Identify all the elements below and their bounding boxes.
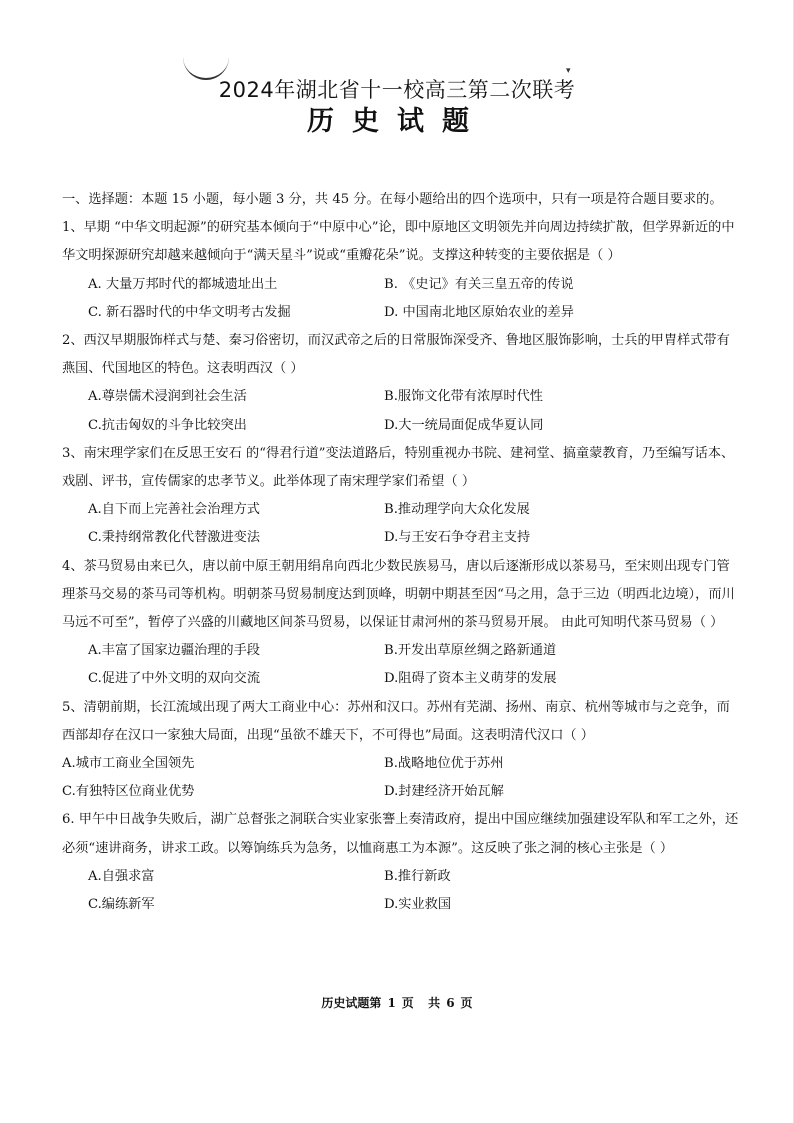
option-a[interactable]: A. 大量万邦时代的都城遗址出土 [88, 276, 278, 292]
question-4 [62, 553, 742, 694]
option-d[interactable]: D. 中国南北地区原始农业的差异 [384, 304, 574, 320]
option-d[interactable]: D.封建经济开始瓦解 [384, 784, 504, 800]
total-unit: 页 [460, 996, 473, 1010]
question-2 [62, 327, 742, 440]
page-footer [0, 994, 794, 1011]
exam-content [62, 186, 742, 919]
option-b[interactable]: B. 《史记》有关三皇五帝的传说 [384, 276, 574, 292]
option-grid [62, 863, 742, 919]
question-stem: 4、茶马贸易由来已久，唐以前中原王朝用绢帛向西北少数民族易马，唐以后逐渐形成以茶易马，至宋则出现专门管理茶马交易的茶马司等机构。明朝茶马贸易制度达到顶峰，明朝中期甚至因“马之用，急于三边（明西北边境），而川马远不可至”，暂停了兴盛的川藏地区间茶马贸易，以保证甘肃河州的茶马贸易开展。 由此可知明代茶马贸易（ ） [62, 558, 735, 631]
question-stem: 5、清朝前期，长江流域出现了两大工商业中心：苏州和汉口。苏州有芜湖、扬州、南京、杭州等城市与之竞争，而西部却存在汉口一家独大局面，出现“虽欲不雄天下，不可得也”局面。这表明清代汉口（ ） [62, 699, 730, 743]
option-d[interactable]: D.实业救国 [384, 897, 452, 913]
question-stem: 3、南宋理学家们在反思王安石 的“得君行道”变法道路后，特别重视办书院、建祠堂、搞童蒙教育，乃至编写话本、戏剧、评书，宣传儒家的忠孝节义。此举体现了南宋理学家们希望（ ） [62, 445, 735, 490]
option-c[interactable]: C.促进了中外文明的双向交流 [88, 671, 261, 687]
option-c[interactable]: C.有独特区位商业优势 [62, 784, 195, 800]
option-b[interactable]: B.服饰文化带有浓厚时代性 [384, 389, 543, 405]
question-3 [62, 440, 742, 553]
total-label: 共 [428, 996, 441, 1010]
page-number: 1 [387, 996, 396, 1010]
option-a[interactable]: A.自强求富 [88, 868, 155, 884]
option-b[interactable]: B.推动理学向大众化发展 [384, 502, 530, 518]
option-a[interactable]: A.尊崇儒术浸润到社会生活 [88, 389, 247, 405]
option-grid [62, 271, 742, 327]
question-stem: 6. 甲午中日战争失败后，湖广总督张之洞联合实业家张謇上奏清政府，提出中国应继续加强建设军队和军工之外，还必须“速讲商务，讲求工政。以筹饷练兵为急务，以恤商惠工为本源”。这反映了张之洞的核心主张是（ ） [62, 812, 739, 856]
scan-mark: ▾ [566, 66, 571, 76]
option-b[interactable]: B.开发出草原丝绸之路新通道 [384, 643, 557, 659]
question-6 [62, 806, 742, 919]
question-1 [62, 214, 742, 327]
option-d[interactable]: D.与王安石争夺君主支持 [384, 530, 531, 546]
question-stem: 1、早期 “中华文明起源”的研究基本倾向于“中原中心”论，即中原地区文明领先并向周边持续扩散，但学界新近的中华文明探源研究却越来越倾向于“满天星斗”说或“重瓣花朵”说。支撑这种转变的主要依据是（ ） [62, 220, 735, 264]
footer-label: 历史试题第 [321, 996, 382, 1010]
page-unit: 页 [401, 996, 414, 1010]
option-c[interactable]: C.抗击匈奴的斗争比较突出 [88, 417, 247, 433]
option-grid [62, 383, 742, 439]
option-d[interactable]: D.大一统局面促成华夏认同 [384, 417, 544, 433]
option-a[interactable]: A.自下而上完善社会治理方式 [88, 502, 260, 518]
option-a[interactable]: A.城市工商业全国领先 [62, 756, 195, 772]
option-grid [62, 496, 742, 552]
exam-title: 2024年湖北省十一校高三第二次联考 [218, 78, 576, 102]
option-c[interactable]: C. 新石器时代的中华文明考古发掘 [88, 304, 291, 320]
question-5 [62, 694, 742, 807]
option-b[interactable]: B.战略地位优于苏州 [384, 756, 504, 772]
question-stem: 2、西汉早期服饰样式与楚、秦习俗密切，而汉武帝之后的日常服饰深受齐、鲁地区服饰影响，士兵的甲胄样式带有燕国、代国地区的特色。这表明西汉（ ） [62, 333, 730, 377]
option-grid [62, 750, 742, 806]
option-grid [62, 637, 742, 693]
option-c[interactable]: C.编练新军 [88, 897, 155, 913]
option-c[interactable]: C.秉持纲常教化代替激进变法 [88, 530, 261, 546]
option-a[interactable]: A.丰富了国家边疆治理的手段 [88, 643, 260, 659]
section-heading: 一、选择题：本题 15 小题，每小题 3 分，共 45 分。在每小题给出的四个选项中，只有一项是符合题目要求的。 [62, 192, 723, 207]
option-d[interactable]: D.阻碍了资本主义萌芽的发展 [384, 671, 557, 687]
exam-subject: 历史试题 [307, 106, 487, 137]
option-b[interactable]: B.推行新政 [384, 868, 451, 884]
page-total: 6 [446, 996, 455, 1010]
